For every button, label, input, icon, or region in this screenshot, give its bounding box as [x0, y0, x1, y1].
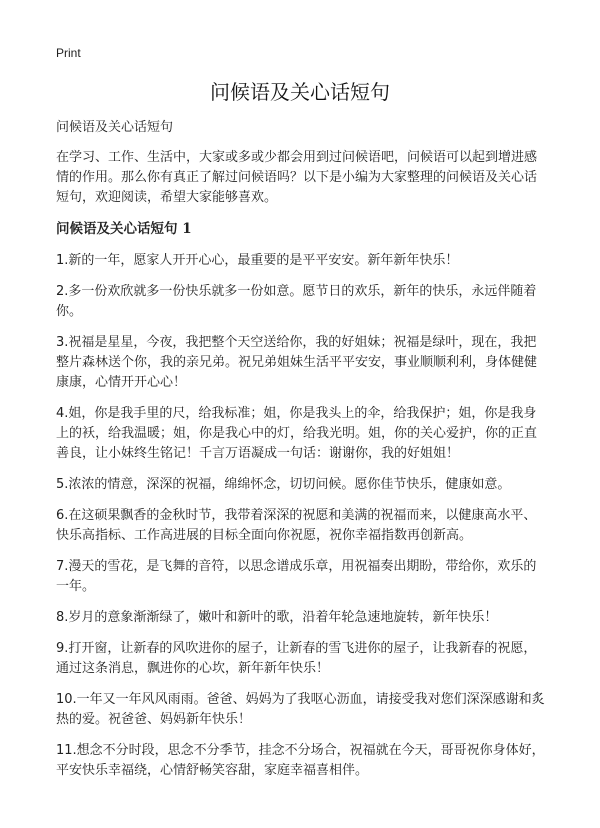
list-item: 3.祝福是星星，今夜，我把整个天空送给你，我的好姐妹；祝福是绿叶，现在，我把整片森林送个你，我的亲兄弟。祝兄弟姐妹生活平平安安，事业顺顺利利，身体健健康康，心情开开心心！ — [56, 335, 538, 390]
page-title: 问候语及关心话短句 — [210, 80, 390, 104]
list-item: 2.多一份欢欣就多一份快乐就多一份如意。愿节日的欢乐，新年的快乐，永远伴随着你。 — [56, 284, 537, 319]
list-item: 8.岁月的意象渐渐绿了，嫩叶和新叶的歌，沿着年轮急速地旋转，新年快乐！ — [56, 610, 498, 625]
list-item: 4.姐，你是我手里的尺，给我标准；姐，你是我头上的伞，给我保护；姐，你是我身上的袄，给我温暖；姐，你是我心中的灯，给我光明。姐，你的关心爱护，你的正直善良，让小妹终生铭记！千言万语凝成一句话：谢谢你，我的好姐姐！ — [56, 406, 538, 461]
list-item: 10.一年又一年风风雨雨。爸爸、妈妈为了我呕心沥血，请接受我对您们深深感谢和炙热的爱。祝爸爸、妈妈新年快乐！ — [56, 692, 545, 727]
section-heading: 问候语及关心话短句 1 — [56, 221, 192, 237]
list-item: 11.想念不分时段，思念不分季节，挂念不分场合，祝福就在今天，哥哥祝你身体好，平安快乐幸福绕，心情舒畅笑容甜，家庭幸福喜相伴。 — [56, 743, 545, 778]
list-item: 9.打开窗，让新春的风吹进你的屋子，让新春的雪飞进你的屋子，让我新春的祝愿，通过这条消息，飘进你的心坎，新年新年快乐！ — [56, 641, 537, 676]
print-link[interactable]: Print — [56, 46, 81, 60]
list-item: 7.漫天的雪花，是飞舞的音符，以思念谱成乐章，用祝福奏出期盼，带给你，欢乐的一年。 — [56, 559, 537, 594]
document-content — [56, 118, 546, 792]
document-subtitle: 问候语及关心话短句 — [56, 120, 174, 135]
list-item: 5.浓浓的情意，深深的祝福，绵绵怀念，切切问候。愿你佳节快乐，健康如意。 — [56, 477, 511, 492]
intro-paragraph: 在学习、工作、生活中，大家或多或少都会用到过问候语吧，问候语可以起到增进感情的作用。那么你有真正了解过问候语吗？以下是小编为大家整理的问候语及关心话短句，欢迎阅读，希望大家能够喜欢。 — [56, 150, 538, 205]
list-item: 1.新的一年，愿家人开开心心，最重要的是平平安安。新年新年快乐！ — [56, 253, 459, 268]
list-item: 6.在这硕果飘香的金秋时节，我带着深深的祝愿和美满的祝福而来，以健康高水平、快乐高指标、工作高进展的目标全面向你祝愿，祝你幸福指数再创新高。 — [56, 508, 537, 543]
